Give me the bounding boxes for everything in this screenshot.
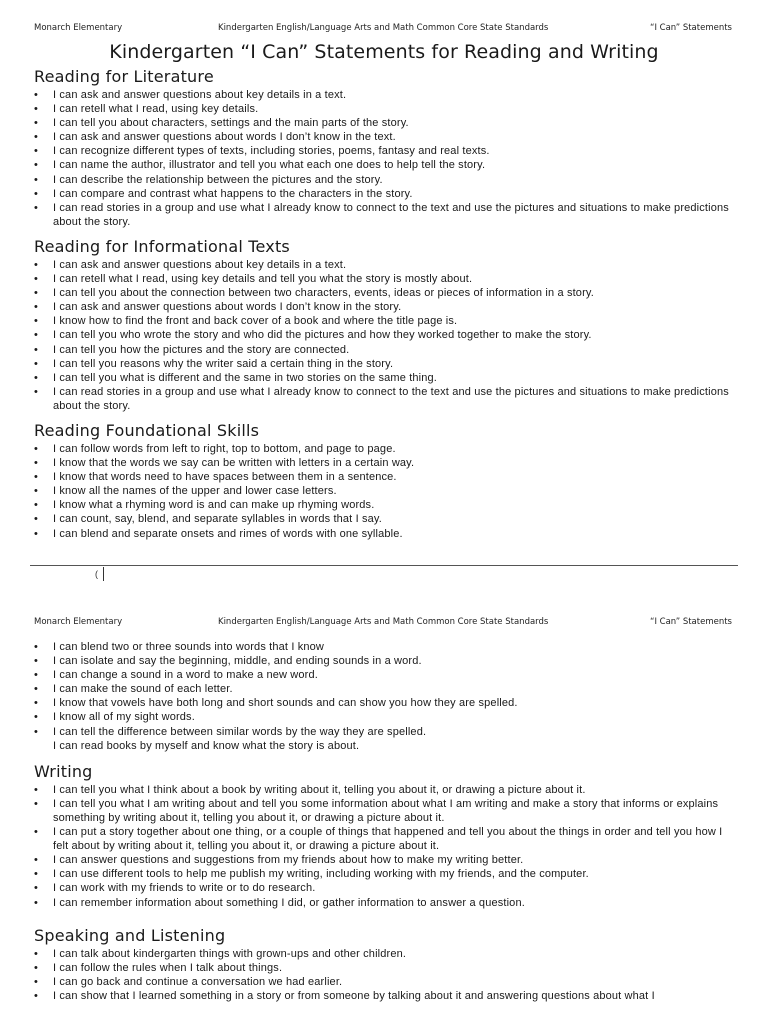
document-page-2 bbox=[0, 598, 768, 1024]
list-item: • I can change a sound in a word to make a new word. bbox=[34, 668, 734, 682]
header-subject: Kindergarten English/Language Arts and Math Common Core State Standards bbox=[218, 23, 549, 33]
list-item: • I know what a rhyming word is and can make up rhyming words. bbox=[34, 498, 734, 512]
list-item: • I can read stories in a group and use what I already know to connect to the text and use the pictures and situations to make predictions about the story. bbox=[34, 201, 734, 229]
list-item: • I can work with my friends to write or to do research. bbox=[34, 881, 734, 895]
list-item: • I can isolate and say the beginning, middle, and ending sounds in a word. bbox=[34, 654, 734, 668]
header-statements: “I Can” Statements bbox=[650, 23, 732, 33]
header-subject: Kindergarten English/Language Arts and Math Common Core State Standards bbox=[218, 617, 549, 627]
section-heading-reading-literature: Reading for Literature bbox=[34, 67, 214, 86]
list-foundational-extra bbox=[0, 739, 768, 753]
header-school: Monarch Elementary bbox=[34, 23, 123, 33]
section-heading-reading-informational: Reading for Informational Texts bbox=[34, 236, 290, 256]
list-item: • I can tell you how the pictures and the story are connected. bbox=[34, 343, 734, 357]
list-item: • I can ask and answer questions about words I don’t know in the text. bbox=[34, 130, 734, 144]
page-marker: ( bbox=[95, 569, 98, 579]
header-statements: “I Can” Statements bbox=[650, 617, 732, 627]
header-school: Monarch Elementary bbox=[34, 617, 123, 627]
list-item: • I can ask and answer questions about key details in a text. bbox=[34, 258, 734, 272]
list-item: • I can remember information about something I did, or gather information to answer a question. bbox=[34, 896, 734, 910]
section-heading-speaking: Speaking and Listening bbox=[34, 925, 226, 945]
page-divider bbox=[30, 565, 738, 566]
list-item: • I can talk about kindergarten things with grown-ups and other children. bbox=[34, 947, 734, 961]
list-item: • I can blend and separate onsets and rimes of words with one syllable. bbox=[34, 527, 734, 541]
list-item: • I know that vowels have both long and short sounds and can show you how they are spelled. bbox=[34, 696, 734, 710]
list-item: • I can ask and answer questions about key details in a text. bbox=[34, 88, 734, 102]
list-item: • I can go back and continue a conversation we had earlier. bbox=[34, 975, 734, 989]
list-item: • I know all the names of the upper and lower case letters. bbox=[34, 484, 734, 498]
list-item: • I can count, say, blend, and separate syllables in words that I say. bbox=[34, 512, 734, 526]
list-foundational bbox=[0, 442, 768, 541]
list-item: • I know how to find the front and back cover of a book and where the title page is. bbox=[34, 314, 734, 328]
list-item: • I can tell you what I am writing about and tell you some information about what I am writing and make a story that informs or explains something by writing about it, telling you about it, or drawing a picture about it. bbox=[34, 797, 734, 825]
list-reading-informational bbox=[0, 258, 768, 413]
list-speaking bbox=[0, 947, 768, 1003]
list-item: • I can tell you reasons why the writer said a certain thing in the story. bbox=[34, 357, 734, 371]
list-item: I can read books by myself and know what the story is about. bbox=[53, 739, 360, 752]
list-item: • I can compare and contrast what happens to the characters in the story. bbox=[34, 187, 734, 201]
list-foundational-continued bbox=[0, 640, 768, 739]
list-item: • I can describe the relationship between the pictures and the story. bbox=[34, 173, 734, 187]
section-heading-foundational: Reading Foundational Skills bbox=[34, 420, 260, 440]
list-item: • I can show that I learned something in a story or from someone by talking about it and answering questions about what I bbox=[34, 989, 734, 1003]
list-item: • I can tell you what is different and the same in two stories on the same thing. bbox=[34, 371, 734, 385]
list-reading-literature bbox=[0, 88, 768, 229]
list-item: • I can tell the difference between similar words by the way they are spelled. bbox=[34, 725, 734, 739]
list-item: • I can tell you about characters, settings and the main parts of the story. bbox=[34, 116, 734, 130]
list-item: • I can follow the rules when I talk about things. bbox=[34, 961, 734, 975]
list-item: • I can put a story together about one thing, or a couple of things that happened and tell you about the things in order and tell you how I felt about by writing about it, telling you about it, or drawing a picture about it. bbox=[34, 825, 734, 853]
list-item: • I can tell you who wrote the story and who did the pictures and how they worked together to make the story. bbox=[34, 328, 734, 342]
list-item: • I know that the words we say can be written with letters in a certain way. bbox=[34, 456, 734, 470]
list-item: • I can recognize different types of texts, including stories, poems, fantasy and real texts. bbox=[34, 144, 734, 158]
page-header bbox=[0, 23, 768, 37]
list-item: • I know all of my sight words. bbox=[34, 710, 734, 724]
section-heading-writing: Writing bbox=[34, 761, 93, 781]
list-writing bbox=[0, 783, 768, 910]
list-item: • I can use different tools to help me publish my writing, including working with my friends, and the computer. bbox=[34, 867, 734, 881]
text-cursor bbox=[103, 567, 104, 581]
list-item: • I can make the sound of each letter. bbox=[34, 682, 734, 696]
list-item: • I can tell you what I think about a book by writing about it, telling you about it, or drawing a picture about it. bbox=[34, 783, 734, 797]
list-item: • I can read stories in a group and use what I already know to connect to the text and use the pictures and situations to make predictions about the story. bbox=[34, 385, 734, 413]
page-header bbox=[0, 617, 768, 631]
list-item: • I can ask and answer questions about words I don’t know in the story. bbox=[34, 300, 734, 314]
list-item: • I can blend two or three sounds into words that I know bbox=[34, 640, 734, 654]
list-item: • I can answer questions and suggestions from my friends about how to make my writing better. bbox=[34, 853, 734, 867]
list-item: • I can retell what I read, using key details. bbox=[34, 102, 734, 116]
list-item: • I can name the author, illustrator and tell you what each one does to help tell the story. bbox=[34, 158, 734, 172]
list-item: • I can tell you about the connection between two characters, events, ideas or pieces of information in a story. bbox=[34, 286, 734, 300]
document-title: Kindergarten “I Can” Statements for Reading and Writing bbox=[109, 41, 659, 63]
list-item: • I can retell what I read, using key details and tell you what the story is mostly about. bbox=[34, 272, 734, 286]
list-item: • I know that words need to have spaces between them in a sentence. bbox=[34, 470, 734, 484]
list-item: • I can follow words from left to right, top to bottom, and page to page. bbox=[34, 442, 734, 456]
